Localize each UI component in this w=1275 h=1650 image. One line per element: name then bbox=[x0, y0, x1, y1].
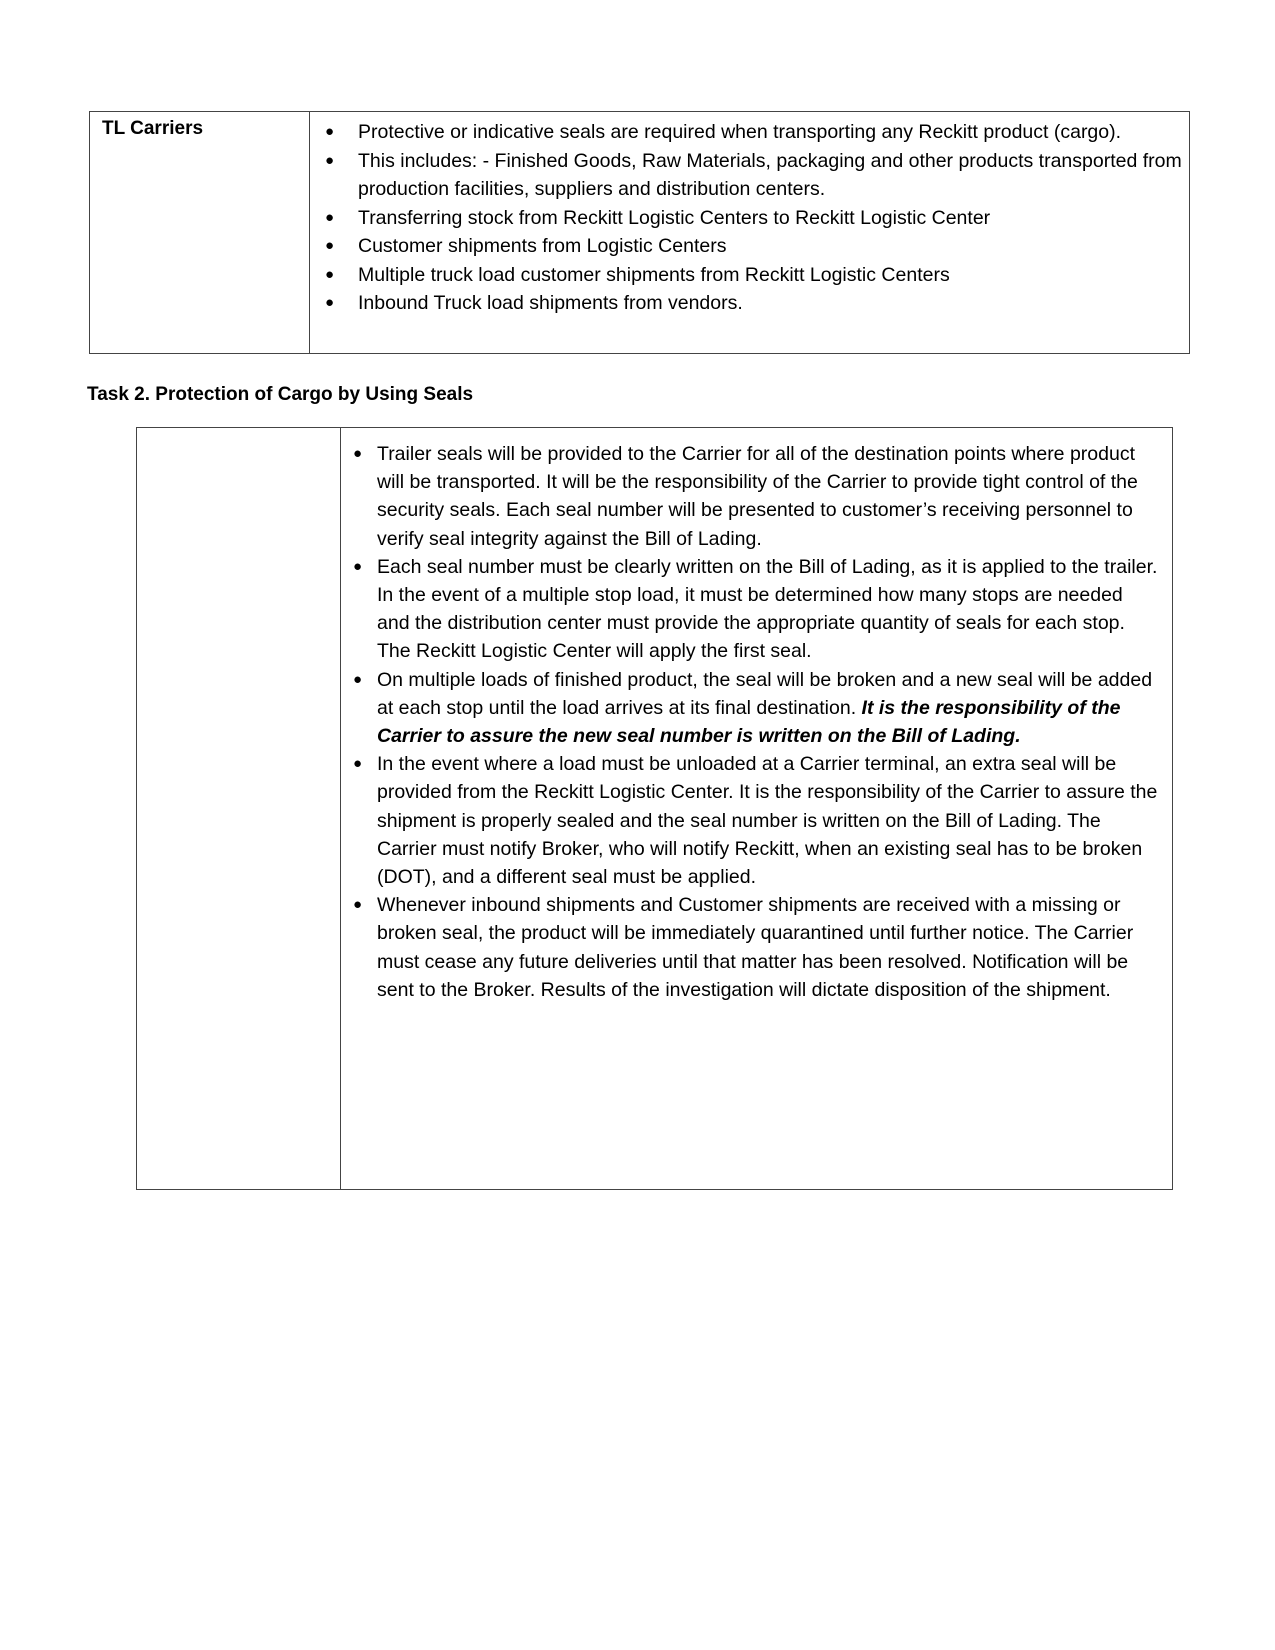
list-item bbox=[341, 750, 1160, 891]
list-item-text: Whenever inbound shipments and Customer shipments are received with a missing or broken seal, the product will be immediately quarantined until further notice. The Carrier must cease any future deliveries until that matter has been resolved. Notification will be sent to the Broker. Results of the investigation will dictate disposition of the shipment. bbox=[377, 894, 1134, 1001]
bullet-icon: ● bbox=[353, 445, 363, 462]
bullet-icon: ● bbox=[353, 755, 363, 773]
list-item-text: In the event where a load must be unloaded at a Carrier terminal, an extra seal will be provided from the Reckitt Logistic Center. It is the responsibility of the Carrier to assure the shipment is properly sealed and the seal number is written on the Bill of Lading. The Carrier must notify Broker, who will notify Reckitt, when an existing seal has to be broken (DOT), and a different seal must be applied. bbox=[377, 753, 1158, 889]
bullet-icon: ● bbox=[325, 237, 335, 254]
list-item bbox=[310, 261, 1189, 290]
list-item-text: Customer shipments from Logistic Centers bbox=[358, 235, 727, 257]
table-row bbox=[90, 112, 1190, 354]
table-content-cell bbox=[310, 112, 1190, 354]
section-heading: Task 2. Protection of Cargo by Using Seals bbox=[87, 384, 474, 405]
tl-carriers-table bbox=[89, 111, 1190, 354]
bullet-icon: ● bbox=[353, 557, 363, 575]
bullet-icon: ● bbox=[325, 151, 335, 169]
list-item-text: This includes: - Finished Goods, Raw Materials, packaging and other products transported from production facilities, suppliers and distribution centers. bbox=[358, 149, 1182, 200]
list-item-text: Multiple truck load customer shipments from Reckitt Logistic Centers bbox=[358, 263, 950, 286]
list-item bbox=[310, 147, 1189, 204]
seal-rules-bullet-list bbox=[341, 428, 1172, 1004]
list-item bbox=[341, 891, 1160, 1004]
bullet-icon: ● bbox=[353, 670, 363, 688]
bullet-icon: ● bbox=[325, 294, 335, 311]
list-item bbox=[310, 118, 1189, 147]
bullet-icon: ● bbox=[325, 208, 335, 226]
list-item bbox=[310, 204, 1189, 233]
bullet-icon: ● bbox=[353, 896, 363, 914]
seal-protection-table bbox=[136, 427, 1173, 1190]
list-item-text: Protective or indicative seals are required when transporting any Reckitt product (cargo). bbox=[358, 121, 1122, 143]
tl-carriers-label: TL Carriers bbox=[102, 118, 204, 139]
list-item bbox=[341, 440, 1160, 553]
list-item-text: Inbound Truck load shipments from vendors. bbox=[358, 292, 743, 314]
list-item bbox=[341, 666, 1160, 751]
bullet-icon: ● bbox=[325, 123, 335, 140]
list-item-text: Each seal number must be clearly written on the Bill of Lading, as it is applied to the trailer. In the event of a multiple stop load, it must be determined how many stops are needed and the distribution center must provide the appropriate quantity of seals for each stop. The Reckitt Logistic Center will apply the first seal. bbox=[377, 555, 1158, 663]
list-item-text: Trailer seals will be provided to the Carrier for all of the destination points where product will be transported. It will be the responsibility of the Carrier to provide tight control of the security seals. Each seal number will be presented to customer’s receiving personnel to verify seal integrity against the Bill of Lading. bbox=[377, 443, 1138, 550]
table-row bbox=[137, 428, 1173, 1190]
table-empty-cell bbox=[137, 428, 341, 1190]
bullet-icon: ● bbox=[325, 265, 335, 283]
list-item-text: Transferring stock from Reckitt Logistic Centers to Reckitt Logistic Center bbox=[358, 206, 991, 229]
emphasized-text: It is the responsibility of the Carrier to assure the new seal number is written on the Bill of Lading. bbox=[377, 696, 1121, 748]
table-label-cell bbox=[90, 112, 310, 354]
list-item bbox=[341, 553, 1160, 666]
table-content-cell bbox=[341, 428, 1173, 1190]
list-item-text: On multiple loads of finished product, the seal will be broken and a new seal will be added at each stop until the load arrives at its final destination. bbox=[377, 668, 1153, 719]
list-item bbox=[310, 289, 1189, 318]
tl-carriers-bullet-list bbox=[310, 112, 1189, 318]
list-item bbox=[310, 232, 1189, 261]
